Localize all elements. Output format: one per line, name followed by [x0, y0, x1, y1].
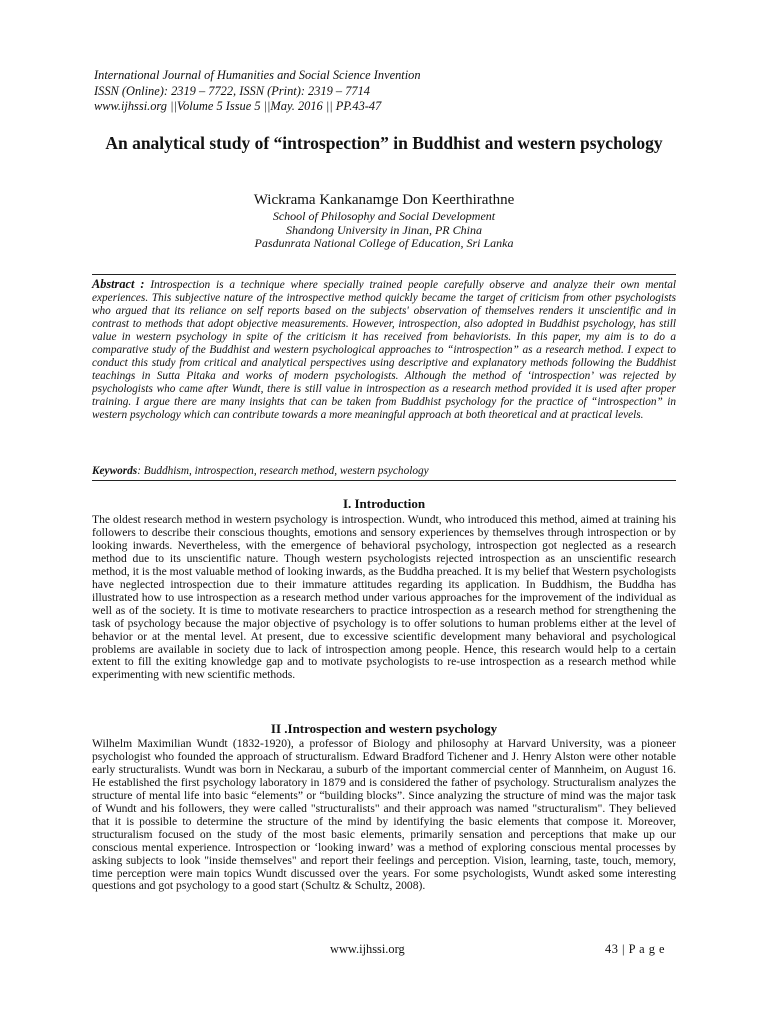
keywords-text: : Buddhism, introspection, research method, western psychology	[137, 465, 429, 477]
affiliation-line: School of Philosophy and Social Development	[272, 209, 496, 223]
abstract	[92, 278, 676, 421]
section-body-introduction	[92, 514, 676, 682]
journal-header	[94, 68, 694, 115]
journal-issn: ISSN (Online): 2319 – 7722, ISSN (Print): 2319 – 7714	[94, 83, 371, 98]
paragraph: The oldest research method in western psychology is introspection. Wundt, who introduced this method, aimed at training his followers to describe their conscious thoughts, emotions and sensory experiences by themselves through introspection or by looking inwards. Nevertheless, with the emergence of behavioral psychology, introspection got neglected as a research method due to its unscientific nature. Though western psychologists rejected introspection as an unscientific research method, it is the most valuable method of looking inwards, as the Buddha preached. It is my belief that Western psychologists have neglected introspection due to their immature attitudes regarding its application. In Buddhism, the Buddha has illustrated how to use introspection as a research method under various approaches for the improvement of the individual as well as of the society. It is time to motivate researchers to practice introspection as a research method for strengthening the task of psychology because the major objective of psychology is to offer solutions to human problems either at the level of behavior or at the mental level. At present, due to excessive scientific development many behavioral and psychological problems are available in society due to lack of introspection among people. Hence, this research would help to a certain extent to fill the exiting knowledge gap and to motivate psychologists to re-use introspection as a research method while experimenting with new scientific methods.	[92, 513, 676, 682]
section-heading-western-psychology: II .Introspection and western psychology	[270, 721, 498, 736]
page-number: 43 | P a g e	[605, 942, 665, 956]
abstract-text: Introspection is a technique where specially trained people carefully observe and analyze their own mental experiences. This subjective nature of the introspective method quickly became the target of criticism from other psychologists who argued that its reliance on self reports based on the subjects' observation of themselves renders it unscientific and in contrast to methods that adopt objective measurements. However, introspection, also adopted in Buddhist psychology, has still value in western psychology in spite of the criticism it has received from behaviorists. In this paper, my aim is to do a comparative study of the Buddhist and western psychological approaches to “introspection” as a research method. I expect to conduct this study from critical and analytical perspectives using descriptive and explanatory methods following the Buddhist teachings in Sutta Pitaka and works of modern psychologists. Although the method of ‘introspection’ was rejected by psychologists who came after Wundt, there is still value in introspection as a research method provided it is used after proper training. I argue there are many insights that can be taken from Buddhist psychology for the practice of “introspection” in western psychology which can contribute towards a more meaningful approach at both theoretical and at practical levels.	[92, 279, 677, 421]
affiliation-line: Shandong University in Jinan, PR China	[286, 222, 482, 237]
author-affiliations	[60, 210, 708, 251]
affiliation-line: Pasdunrata National College of Education, Sri Lanka	[254, 236, 514, 251]
abstract-label: Abstract :	[92, 277, 145, 291]
keywords	[92, 465, 676, 478]
section-heading-introduction: I. Introduction	[342, 496, 426, 511]
paper-title: An analytical study of “introspection” in Buddhist and western psychology	[105, 133, 663, 153]
abstract-top-rule	[92, 274, 676, 275]
keywords-label: Keywords	[92, 465, 138, 477]
footer-url: www.ijhssi.org	[330, 942, 405, 956]
abstract-bottom-rule	[92, 480, 676, 481]
journal-name: International Journal of Humanities and Social Science Invention	[94, 68, 421, 82]
section-body-western-psychology	[92, 738, 676, 893]
author-name: Wickrama Kankanamge Don Keerthirathne	[253, 192, 515, 208]
journal-volume: www.ijhssi.org ||Volume 5 Issue 5 ||May. 2016 || PP.43-47	[94, 99, 382, 113]
paragraph: Wilhelm Maximilian Wundt (1832-1920), a professor of Biology and philosophy at Harvard University, was a pioneer psychologist who founded the approach of structuralism. Edward Bradford Tichener and J. Henry Alston were other notable early structuralists. Wundt was born in Neckarau, a suburb of the important commercial center of Mannheim, on August 16. He established the first psychology laboratory in 1879 and is considered the father of psychology. Structuralism analyzes the structure of mental life into basic “elements” or “building blocks”. Since analyzing the structure of mind was the major task of Wundt and his followers, they were called "structuralists" and their approach was named "structuralism". They believed that it is possible to determine the structure of the mind by identifying the basic elements that compose it. Moreover, structuralism focused on the study of the most basic elements, primarily sensation and perceptions that make up our conscious mental experience. Introspection or ‘looking inward’ was a method of exploring conscious mental processes by asking subjects to look "inside themselves" and report their feelings and perception. Vision, learning, taste, touch, memory, time perception were main topics Wundt discussed over the years. For some psychologists, Wundt asked some interesting questions and got psychology to a good start (Schultz & Schultz, 2008).	[92, 737, 676, 893]
